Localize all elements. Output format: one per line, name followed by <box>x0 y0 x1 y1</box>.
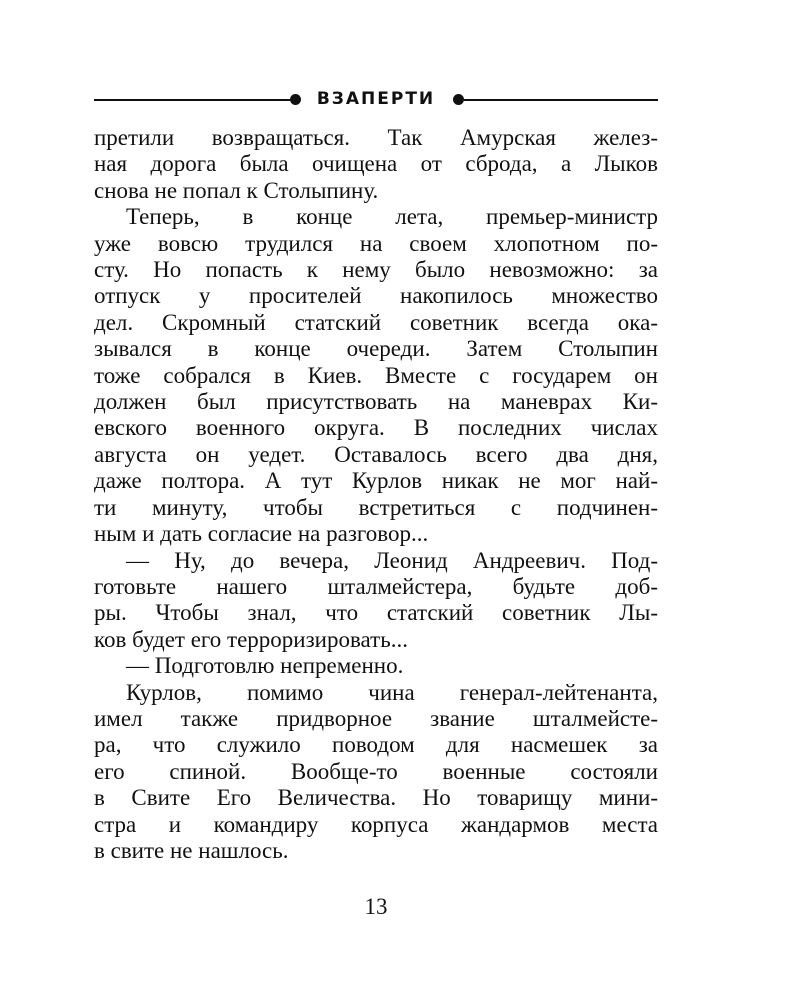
text-line: даже полтора. А тут Курлов никак не мог най- <box>94 468 658 494</box>
text-line: зывался в конце очереди. Затем Столыпин <box>94 336 658 362</box>
paragraph-5 <box>94 680 658 865</box>
text-line: ков будет его терроризировать... <box>94 626 408 652</box>
text-line: ным и дать согласие на разговор... <box>94 521 429 547</box>
text-line: имел также придворное звание шталмейсте- <box>94 705 658 731</box>
running-title: ВЗАПЕРТИ <box>316 89 436 109</box>
text-line: Теперь, в конце лета, премьер-министр <box>126 204 658 230</box>
text-line: ры. Чтобы знал, что статский советник Лы- <box>94 600 658 626</box>
text-line: ная дорога была очищена от сброда, а Лыков <box>94 151 658 177</box>
text-line: ти минуту, чтобы встретиться с подчинен- <box>94 494 658 520</box>
text-line: сту. Но попасть к нему было невозможно: за <box>94 257 658 283</box>
text-line: евского военного округа. В последних числах <box>94 415 658 441</box>
header-rule-left <box>94 99 290 101</box>
text-line: августа он уедет. Оставалось всего два дня, <box>94 441 658 467</box>
text-line: уже вовсю трудился на своем хлопотном по- <box>94 230 658 256</box>
text-line: должен был присутствовать на маневрах Ки- <box>94 389 658 415</box>
header-dot-left <box>290 94 301 105</box>
text-line: в Свите Его Величества. Но товарищу мини- <box>94 785 658 811</box>
body-text <box>94 125 658 864</box>
text-line: — Ну, до вечера, Леонид Андреевич. Под- <box>126 547 658 573</box>
text-line: отпуск у просителей накопилось множество <box>94 283 658 309</box>
paragraph-2 <box>94 204 658 547</box>
page-number: 13 <box>364 894 388 919</box>
header-rule-right <box>464 99 658 101</box>
text-line: тоже собрался в Киев. Вместе с государем он <box>94 362 658 388</box>
text-line: его спиной. Вообще-то военные состояли <box>94 758 658 784</box>
text-line: снова не попал к Столыпину. <box>94 177 379 203</box>
text-line: ра, что служило поводом для насмешек за <box>94 732 658 758</box>
running-header <box>94 88 658 112</box>
text-line: претили возвращаться. Так Амурская желез- <box>94 125 658 150</box>
paragraph-4-dialogue <box>94 653 658 679</box>
paragraph-3-dialogue <box>94 548 658 654</box>
header-dot-right <box>453 94 464 105</box>
paragraph-1 <box>94 125 658 204</box>
text-line: — Подготовлю непременно. <box>126 653 404 679</box>
text-line: дел. Скромный статский советник всегда ока- <box>94 309 658 335</box>
text-line: готовьте нашего шталмейстера, будьте доб- <box>94 573 658 599</box>
text-line: Курлов, помимо чина генерал-лейтенанта, <box>126 679 658 705</box>
text-line: в свите не нашлось. <box>94 837 289 863</box>
text-line: стра и командиру корпуса жандармов места <box>94 811 658 837</box>
